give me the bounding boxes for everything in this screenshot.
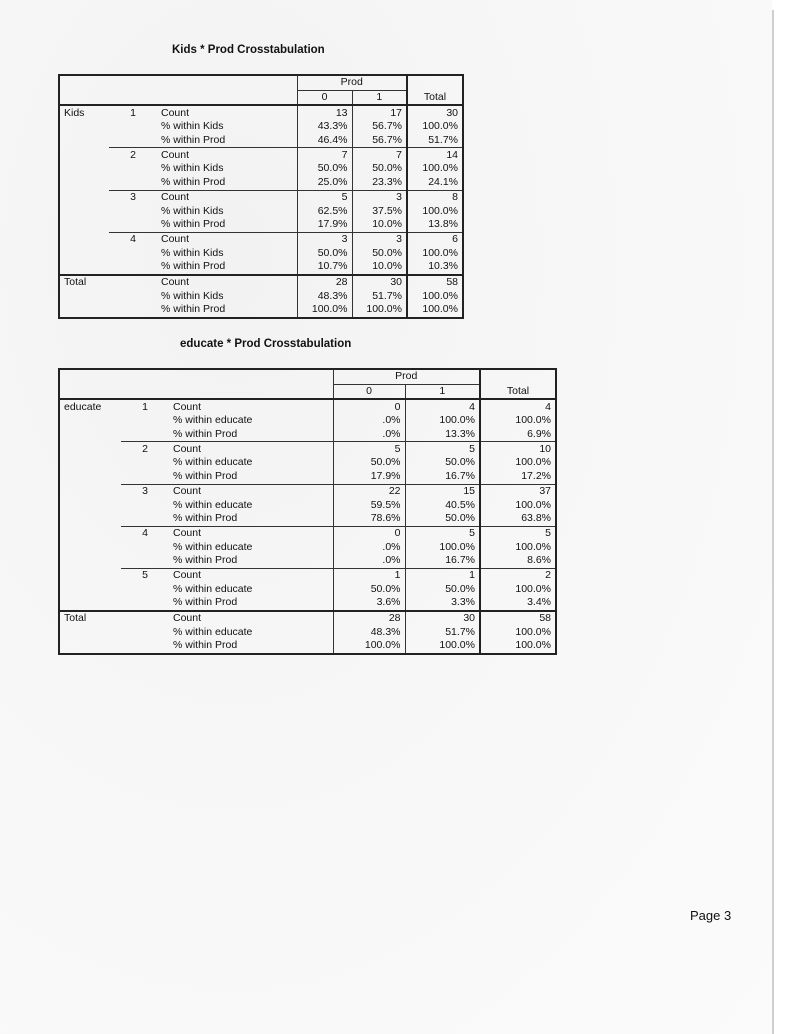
value-cell: 23.3%: [352, 176, 407, 190]
value-cell: .0%: [333, 428, 405, 442]
header-blank: [59, 75, 109, 90]
header-blank: [109, 90, 157, 105]
header-blank: [157, 90, 297, 105]
statistic-label: Count: [169, 484, 333, 498]
total-label: Total: [59, 275, 109, 290]
row-value-label: [109, 120, 157, 134]
value-cell: 100.0%: [405, 639, 480, 654]
row-value-label: [109, 204, 157, 218]
value-cell: 50.0%: [405, 512, 480, 526]
row-value-label: [109, 289, 157, 303]
table-row: [59, 148, 463, 162]
value-cell: 28: [333, 611, 405, 626]
value-cell: 50.0%: [333, 456, 405, 470]
header-blank: [169, 384, 333, 399]
value-cell: 17.9%: [297, 218, 352, 232]
row-variable-label: [59, 120, 109, 134]
row-variable-label: [59, 134, 109, 148]
total-cell: 13.8%: [407, 218, 463, 232]
total-cell: 30: [407, 105, 463, 120]
value-cell: 16.7%: [405, 470, 480, 484]
total-label: [59, 639, 121, 654]
table-row: [59, 540, 556, 554]
total-cell: 6: [407, 232, 463, 246]
column-header: 0: [297, 90, 352, 105]
total-cell: 58: [407, 275, 463, 290]
table-row: [59, 399, 556, 414]
table-row: [59, 120, 463, 134]
total-row: [59, 289, 463, 303]
table-row: [59, 232, 463, 246]
total-label: [59, 625, 121, 639]
column-variable-header: Prod: [297, 75, 407, 90]
value-cell: 17.9%: [333, 470, 405, 484]
total-cell: 100.0%: [480, 625, 556, 639]
total-cell: 2: [480, 568, 556, 582]
row-variable-label: [59, 582, 121, 596]
value-cell: 3: [352, 190, 407, 204]
statistic-label: % within Prod: [161, 218, 226, 231]
total-cell: 100.0%: [480, 498, 556, 512]
value-cell: 10.7%: [297, 260, 352, 275]
value-cell: 59.5%: [333, 498, 405, 512]
value-cell: 7: [297, 148, 352, 162]
value-cell: 50.0%: [333, 582, 405, 596]
statistic-label: % within educate: [173, 456, 253, 469]
value-cell: 50.0%: [405, 456, 480, 470]
row-variable-label: [59, 162, 109, 176]
row-variable-label: [59, 442, 121, 456]
value-cell: 0: [333, 399, 405, 414]
statistic-label: Count: [161, 106, 190, 119]
statistic-label: % within Kids: [161, 246, 224, 259]
header-row: [59, 384, 556, 399]
row-value-label: [121, 554, 169, 568]
row-value-label: [109, 275, 157, 290]
total-column-header: Total: [480, 384, 556, 399]
statistic-label: % within Prod: [173, 512, 238, 525]
total-row: [59, 639, 556, 654]
row-value-label: [121, 625, 169, 639]
value-cell: 56.7%: [352, 120, 407, 134]
total-cell: 17.2%: [480, 470, 556, 484]
row-variable-label: Kids: [64, 106, 85, 119]
total-cell: 51.7%: [407, 134, 463, 148]
value-cell: 4: [405, 399, 480, 414]
total-row: [59, 303, 463, 318]
table-row: [59, 512, 556, 526]
column-header: 1: [405, 384, 480, 399]
page-edge: [772, 10, 774, 1034]
statistic-label: % within educate: [173, 582, 253, 595]
value-cell: 13: [297, 105, 352, 120]
value-cell: 1: [405, 568, 480, 582]
row-variable-label: [59, 470, 121, 484]
row-value-label: 5: [121, 568, 169, 582]
statistic-label: % within Prod: [161, 260, 226, 273]
statistic-label: % within Prod: [161, 303, 226, 316]
header-row: [59, 90, 463, 105]
table-title: Kids * Prod Crosstabulation: [172, 44, 325, 56]
row-variable-label: [59, 484, 121, 498]
row-value-label: [121, 456, 169, 470]
total-row: [59, 625, 556, 639]
row-value-label: [121, 611, 169, 626]
value-cell: 48.3%: [297, 289, 352, 303]
value-cell: 50.0%: [297, 246, 352, 260]
value-cell: 50.0%: [352, 246, 407, 260]
table-row: [59, 246, 463, 260]
total-cell: 37: [480, 484, 556, 498]
table-row: [59, 484, 556, 498]
row-value-label: [121, 582, 169, 596]
header-blank: [121, 369, 169, 384]
statistic-label: Count: [157, 190, 297, 204]
row-variable-label: [59, 554, 121, 568]
row-variable-label: [59, 456, 121, 470]
table-row: [59, 204, 463, 218]
total-label: Total: [59, 611, 121, 626]
header-row: [59, 369, 556, 384]
table-row: [59, 498, 556, 512]
row-value-label: 2: [109, 148, 157, 162]
table-row: [59, 260, 463, 275]
table-row: [59, 582, 556, 596]
statistic-label: % within Prod: [173, 596, 238, 609]
value-cell: 50.0%: [297, 162, 352, 176]
educate-prod-crosstab: [58, 368, 557, 655]
row-variable-label: [59, 218, 109, 232]
total-cell: 8: [407, 190, 463, 204]
row-value-label: [121, 596, 169, 611]
header-blank: [407, 75, 463, 90]
row-value-label: [121, 540, 169, 554]
row-value-label: [109, 162, 157, 176]
total-cell: 100.0%: [407, 303, 463, 318]
kids-prod-crosstab: [58, 74, 464, 319]
table-row: [59, 162, 463, 176]
column-variable-header: Prod: [333, 369, 480, 384]
row-variable-label: [59, 260, 109, 275]
row-variable-label: [59, 568, 121, 582]
value-cell: 100.0%: [405, 414, 480, 428]
row-variable-label: [59, 512, 121, 526]
value-cell: 50.0%: [405, 582, 480, 596]
table-row: [59, 134, 463, 148]
statistic-label: Count: [173, 400, 202, 413]
value-cell: .0%: [333, 540, 405, 554]
statistic-label: % within Prod: [161, 176, 226, 189]
statistic-label: % within educate: [173, 498, 253, 511]
row-value-label: 3: [121, 484, 169, 498]
column-header: 0: [333, 384, 405, 399]
table-row: [59, 568, 556, 582]
row-value-label: 1: [130, 106, 136, 119]
statistic-label: % within Prod: [173, 428, 238, 441]
row-variable-label: [59, 246, 109, 260]
value-cell: 3: [297, 232, 352, 246]
header-blank: [169, 369, 333, 384]
value-cell: 50.0%: [352, 162, 407, 176]
page-number: Page 3: [690, 908, 732, 923]
table-row: [59, 218, 463, 232]
statistic-label: % within Kids: [161, 204, 224, 217]
value-cell: 100.0%: [352, 303, 407, 318]
value-cell: 3: [352, 232, 407, 246]
statistic-label: % within Prod: [173, 470, 238, 483]
total-cell: 4: [480, 399, 556, 414]
value-cell: 51.7%: [405, 625, 480, 639]
row-variable-label: [59, 232, 109, 246]
row-variable-label: [59, 190, 109, 204]
row-value-label: [109, 303, 157, 318]
value-cell: 37.5%: [352, 204, 407, 218]
value-cell: 5: [297, 190, 352, 204]
value-cell: 22: [333, 484, 405, 498]
value-cell: 15: [405, 484, 480, 498]
row-variable-label: [59, 526, 121, 540]
table-row: [59, 554, 556, 568]
value-cell: .0%: [333, 554, 405, 568]
table-row: [59, 190, 463, 204]
row-value-label: [121, 470, 169, 484]
total-cell: 10: [480, 442, 556, 456]
table-row: [59, 105, 463, 120]
value-cell: 46.4%: [297, 134, 352, 148]
total-cell: 100.0%: [480, 582, 556, 596]
statistic-label: % within Kids: [161, 162, 224, 175]
row-value-label: 4: [121, 526, 169, 540]
row-value-label: [109, 134, 157, 148]
statistic-label: Count: [157, 148, 297, 162]
value-cell: 30: [352, 275, 407, 290]
statistic-label: % within Prod: [173, 639, 238, 652]
table-row: [59, 526, 556, 540]
row-value-label: 2: [121, 442, 169, 456]
value-cell: 16.7%: [405, 554, 480, 568]
total-column-header: Total: [407, 90, 463, 105]
total-cell: 100.0%: [407, 204, 463, 218]
header-row: [59, 75, 463, 90]
column-header: 1: [352, 90, 407, 105]
total-cell: 10.3%: [407, 260, 463, 275]
value-cell: 5: [405, 442, 480, 456]
value-cell: 17: [352, 105, 407, 120]
table-row: [59, 414, 556, 428]
total-cell: 6.9%: [480, 428, 556, 442]
row-value-label: [109, 246, 157, 260]
statistic-label: % within Prod: [173, 554, 238, 567]
value-cell: 56.7%: [352, 134, 407, 148]
table-row: [59, 176, 463, 190]
value-cell: 3.3%: [405, 596, 480, 611]
table-row: [59, 456, 556, 470]
row-variable-label: [59, 540, 121, 554]
value-cell: 100.0%: [405, 540, 480, 554]
total-row: [59, 611, 556, 626]
statistic-label: Count: [169, 611, 333, 626]
row-variable-label: [59, 414, 121, 428]
value-cell: 5: [405, 526, 480, 540]
value-cell: 51.7%: [352, 289, 407, 303]
statistic-label: % within educate: [173, 625, 253, 638]
statistic-label: Count: [169, 526, 333, 540]
value-cell: 13.3%: [405, 428, 480, 442]
row-value-label: [121, 414, 169, 428]
total-label: [59, 289, 109, 303]
total-cell: 5: [480, 526, 556, 540]
value-cell: 1: [333, 568, 405, 582]
table-row: [59, 428, 556, 442]
header-blank: [157, 75, 297, 90]
total-cell: 100.0%: [480, 639, 556, 654]
table-title: educate * Prod Crosstabulation: [180, 338, 352, 350]
value-cell: 7: [352, 148, 407, 162]
table-row: [59, 442, 556, 456]
row-value-label: [109, 176, 157, 190]
total-cell: 63.8%: [480, 512, 556, 526]
value-cell: 78.6%: [333, 512, 405, 526]
value-cell: .0%: [333, 414, 405, 428]
statistic-label: % within Kids: [161, 289, 224, 302]
row-value-label: [121, 428, 169, 442]
row-variable-label: [59, 176, 109, 190]
total-cell: 100.0%: [480, 456, 556, 470]
total-row: [59, 275, 463, 290]
table-row: [59, 596, 556, 611]
total-cell: 100.0%: [480, 540, 556, 554]
total-cell: 100.0%: [407, 246, 463, 260]
row-variable-label: [59, 148, 109, 162]
value-cell: 0: [333, 526, 405, 540]
row-variable-label: [59, 498, 121, 512]
value-cell: 43.3%: [297, 120, 352, 134]
header-blank: [480, 369, 556, 384]
total-cell: 14: [407, 148, 463, 162]
total-label: [59, 303, 109, 318]
total-cell: 3.4%: [480, 596, 556, 611]
total-cell: 58: [480, 611, 556, 626]
value-cell: 10.0%: [352, 218, 407, 232]
total-cell: 100.0%: [480, 414, 556, 428]
value-cell: 48.3%: [333, 625, 405, 639]
table-row: [59, 470, 556, 484]
row-value-label: 4: [109, 232, 157, 246]
total-cell: 100.0%: [407, 120, 463, 134]
row-variable-label: educate: [64, 400, 102, 413]
header-blank: [59, 369, 121, 384]
statistic-label: % within educate: [173, 414, 253, 427]
value-cell: 40.5%: [405, 498, 480, 512]
row-variable-label: [59, 428, 121, 442]
total-cell: 24.1%: [407, 176, 463, 190]
statistic-label: % within Kids: [161, 120, 224, 133]
statistic-label: % within educate: [173, 540, 253, 553]
row-value-label: 3: [109, 190, 157, 204]
statistic-label: Count: [157, 275, 297, 290]
value-cell: 10.0%: [352, 260, 407, 275]
value-cell: 30: [405, 611, 480, 626]
value-cell: 62.5%: [297, 204, 352, 218]
total-cell: 8.6%: [480, 554, 556, 568]
row-value-label: [121, 512, 169, 526]
value-cell: 28: [297, 275, 352, 290]
statistic-label: Count: [169, 442, 333, 456]
statistic-label: Count: [169, 568, 333, 582]
header-blank: [59, 90, 109, 105]
row-value-label: 1: [142, 400, 148, 413]
header-blank: [109, 75, 157, 90]
value-cell: 25.0%: [297, 176, 352, 190]
value-cell: 3.6%: [333, 596, 405, 611]
row-variable-label: [59, 204, 109, 218]
statistic-label: % within Prod: [161, 134, 226, 147]
row-value-label: [121, 639, 169, 654]
statistic-label: Count: [157, 232, 297, 246]
value-cell: 100.0%: [333, 639, 405, 654]
row-value-label: [109, 260, 157, 275]
row-variable-label: [59, 596, 121, 611]
row-value-label: [121, 498, 169, 512]
total-cell: 100.0%: [407, 289, 463, 303]
header-blank: [121, 384, 169, 399]
header-blank: [59, 384, 121, 399]
total-cell: 100.0%: [407, 162, 463, 176]
value-cell: 100.0%: [297, 303, 352, 318]
row-value-label: [109, 218, 157, 232]
value-cell: 5: [333, 442, 405, 456]
